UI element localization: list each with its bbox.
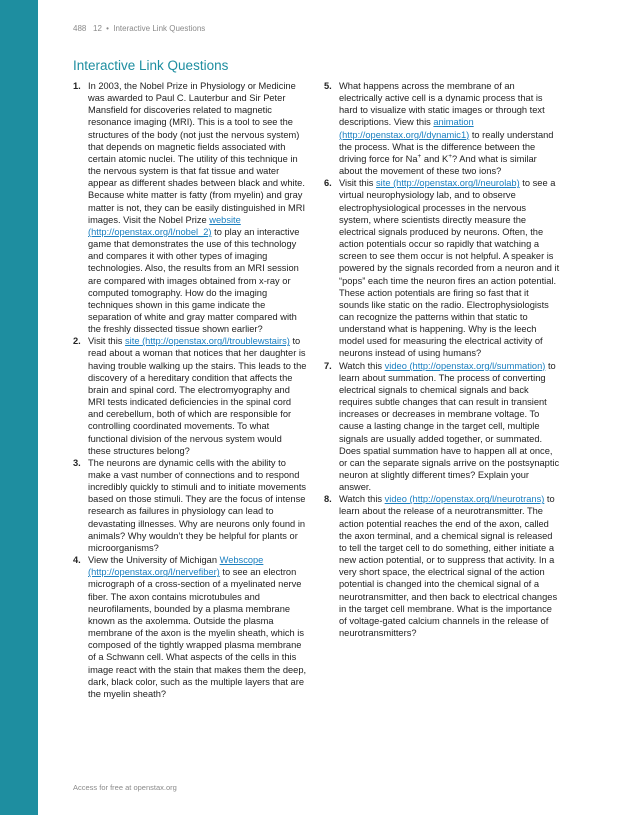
left-column (73, 80, 307, 700)
summation-video-link[interactable]: video (http://openstax.org/l/summation) (384, 360, 546, 371)
question-text: What happens across the membrane of an electrically active cell is a dynamic process that is hard to visualize with static images or through text descriptions. View this animation (http://openstax.org/l/dynamic1) to really understand the process. What is the difference between the driving force for Na+ and K+? And what is similar about the movement of these two ions? (339, 81, 554, 177)
superscript-plus: + (417, 152, 422, 160)
nobel-website-link[interactable]: website (http://openstax.org/l/nobel_2) (88, 214, 241, 237)
animation-link[interactable]: animation (http://openstax.org/l/dynamic1) (339, 117, 474, 140)
question-text: Watch this video (http://openstax.org/l/neurotrans) to learn about the release of a neurotransmitter. The action potential reaches the end of the axon, called the axon terminal, and a chemical signal is released to tell the target cell to do something, either initiate a new action potential, or to suppress that activity. In a very short space, the electrical signal of the action potential is changed into the chemical signal of a neurotransmitter, and then back to electrical changes in the target cell membrane. What is the importance of voltage-gated calcium channels in the release of neurotransmitters? (339, 494, 558, 639)
neurotrans-video-link[interactable]: video (http://openstax.org/l/neurotrans) (384, 494, 545, 505)
section-title: Interactive Link Questions (73, 58, 229, 73)
page-footer: Access for free at openstax.org (73, 783, 177, 792)
question-number: 7. (324, 360, 332, 371)
question-4 (73, 554, 307, 700)
question-6 (324, 177, 560, 359)
chapter-title: Interactive Link Questions (113, 24, 206, 33)
right-column (324, 80, 560, 639)
question-5 (324, 80, 560, 177)
question-number: 6. (324, 178, 332, 189)
question-7 (324, 360, 560, 494)
webscope-link[interactable]: Webscope (http://openstax.org/l/nervefiber) (88, 555, 264, 578)
question-8 (324, 493, 560, 639)
question-3 (73, 457, 307, 554)
question-text: Visit this site (http://openstax.org/l/troublewstairs) to read about a woman that notices that her daughter is having trouble walking up the stairs. This leads to the discovery of a hereditary condition that affects the brain and spinal cord. The electromyography and MRI tests indicated deficiencies in the spinal cord and cerebellum, both of which are responsible for controlling coordinated movements. To what functional division of the nervous system would these structures belong? (88, 336, 307, 456)
superscript-plus: + (448, 152, 453, 160)
question-number: 2. (73, 336, 81, 347)
page-number: 488 (73, 24, 87, 33)
question-2 (73, 335, 307, 457)
question-text: Watch this video (http://openstax.org/l/summation) to learn about summation. The process of converting electrical signals to chemical signals and back requires subtle changes that can result in transient increases or decreases in membrane voltage. To cause a lasting change in the target cell, multiple signals are usually added together, or summated. Does spatial summation have to happen all at once, or can the separate signals arrive on the postsynaptic neuron at slightly different times? Explain your answer. (339, 360, 560, 493)
header-separator: • (106, 24, 109, 33)
question-number: 3. (73, 457, 81, 468)
question-number: 1. (73, 81, 81, 91)
question-text: View the University of Michigan Webscope (http://openstax.org/l/nervefiber) to see an electron micrograph of a cross-section of a myelinated nerve fiber. The axon contains microtubules and neurofilaments, bounded by a plasma membrane known as the axolemma. Outside the plasma membrane of the axon is the myelin sheath, which is composed of the tightly wrapped plasma membrane of a Schwann cell. What aspects of the cells in this image react with the stain that makes them the deep, dark, black color, such as the multiple layers that are the myelin sheath? (88, 555, 307, 699)
question-text: Visit this site (http://openstax.org/l/neurolab) to see a virtual neurophysiology lab, and to observe electrophysiological processes in the nervous system, where scientists directly measure the electrical signals produced by neurons. Often, the action potentials occur so rapidly that watching a screen to see them occur is not helpful. A speaker is powered by the signals recorded from a neuron and it “pops” each time the neuron fires an action potential. These action potentials are firing so fast that it sounds like static on the radio. Electrophysiologists can recognize the patterns within that static to understand what is happening. Why is the leech model used for measuring the electrical activity of neurons instead of using humans? (339, 178, 560, 359)
question-number: 5. (324, 81, 332, 91)
chapter-number: 12 (93, 24, 102, 33)
neurolab-site-link[interactable]: site (http://openstax.org/l/neurolab) (376, 178, 520, 189)
troublewstairs-site-link[interactable]: site (http://openstax.org/l/troublewstairs) (125, 336, 290, 347)
question-text: In 2003, the Nobel Prize in Physiology or Medicine was awarded to Paul C. Lauterbur and Sir Peter Mansfield for discoveries related to magnetic resonance imaging (MRI). This is a tool to see the structures of the body (not just the nervous system) that depends on magnetic fields associated with certain atomic nuclei. The utility of this technique in the nervous system is that fat tissue and water appear as different shades between black and white. Because white matter is fatty (from myelin) and gray matter is not, they can be easily distinguished in MRI images. Visit the Nobel Prize website (http://openstax.org/l/nobel_2) to play an interactive game that demonstrates the use of this technology and compares it with other types of imaging technologies. Also, the results from an MRI session are compared with images obtained from x-ray or computed tomography. How do the imaging techniques shown in this game indicate the separation of white and gray matter compared with the freshly dissected tissue shown earlier? (88, 81, 306, 335)
question-number: 4. (73, 555, 81, 566)
question-number: 8. (324, 494, 332, 505)
question-1 (73, 80, 307, 335)
side-color-bar (0, 0, 38, 815)
running-header (73, 24, 205, 33)
question-text: The neurons are dynamic cells with the ability to make a vast number of connections and to respond incredibly quickly to stimuli and to initiate movements based on those stimuli. They are the focus of intense research as failures in physiology can lead to devastating illnesses. Why are neurons only found in animals? Why wouldn’t they be helpful for plants or microorganisms? (88, 457, 307, 553)
